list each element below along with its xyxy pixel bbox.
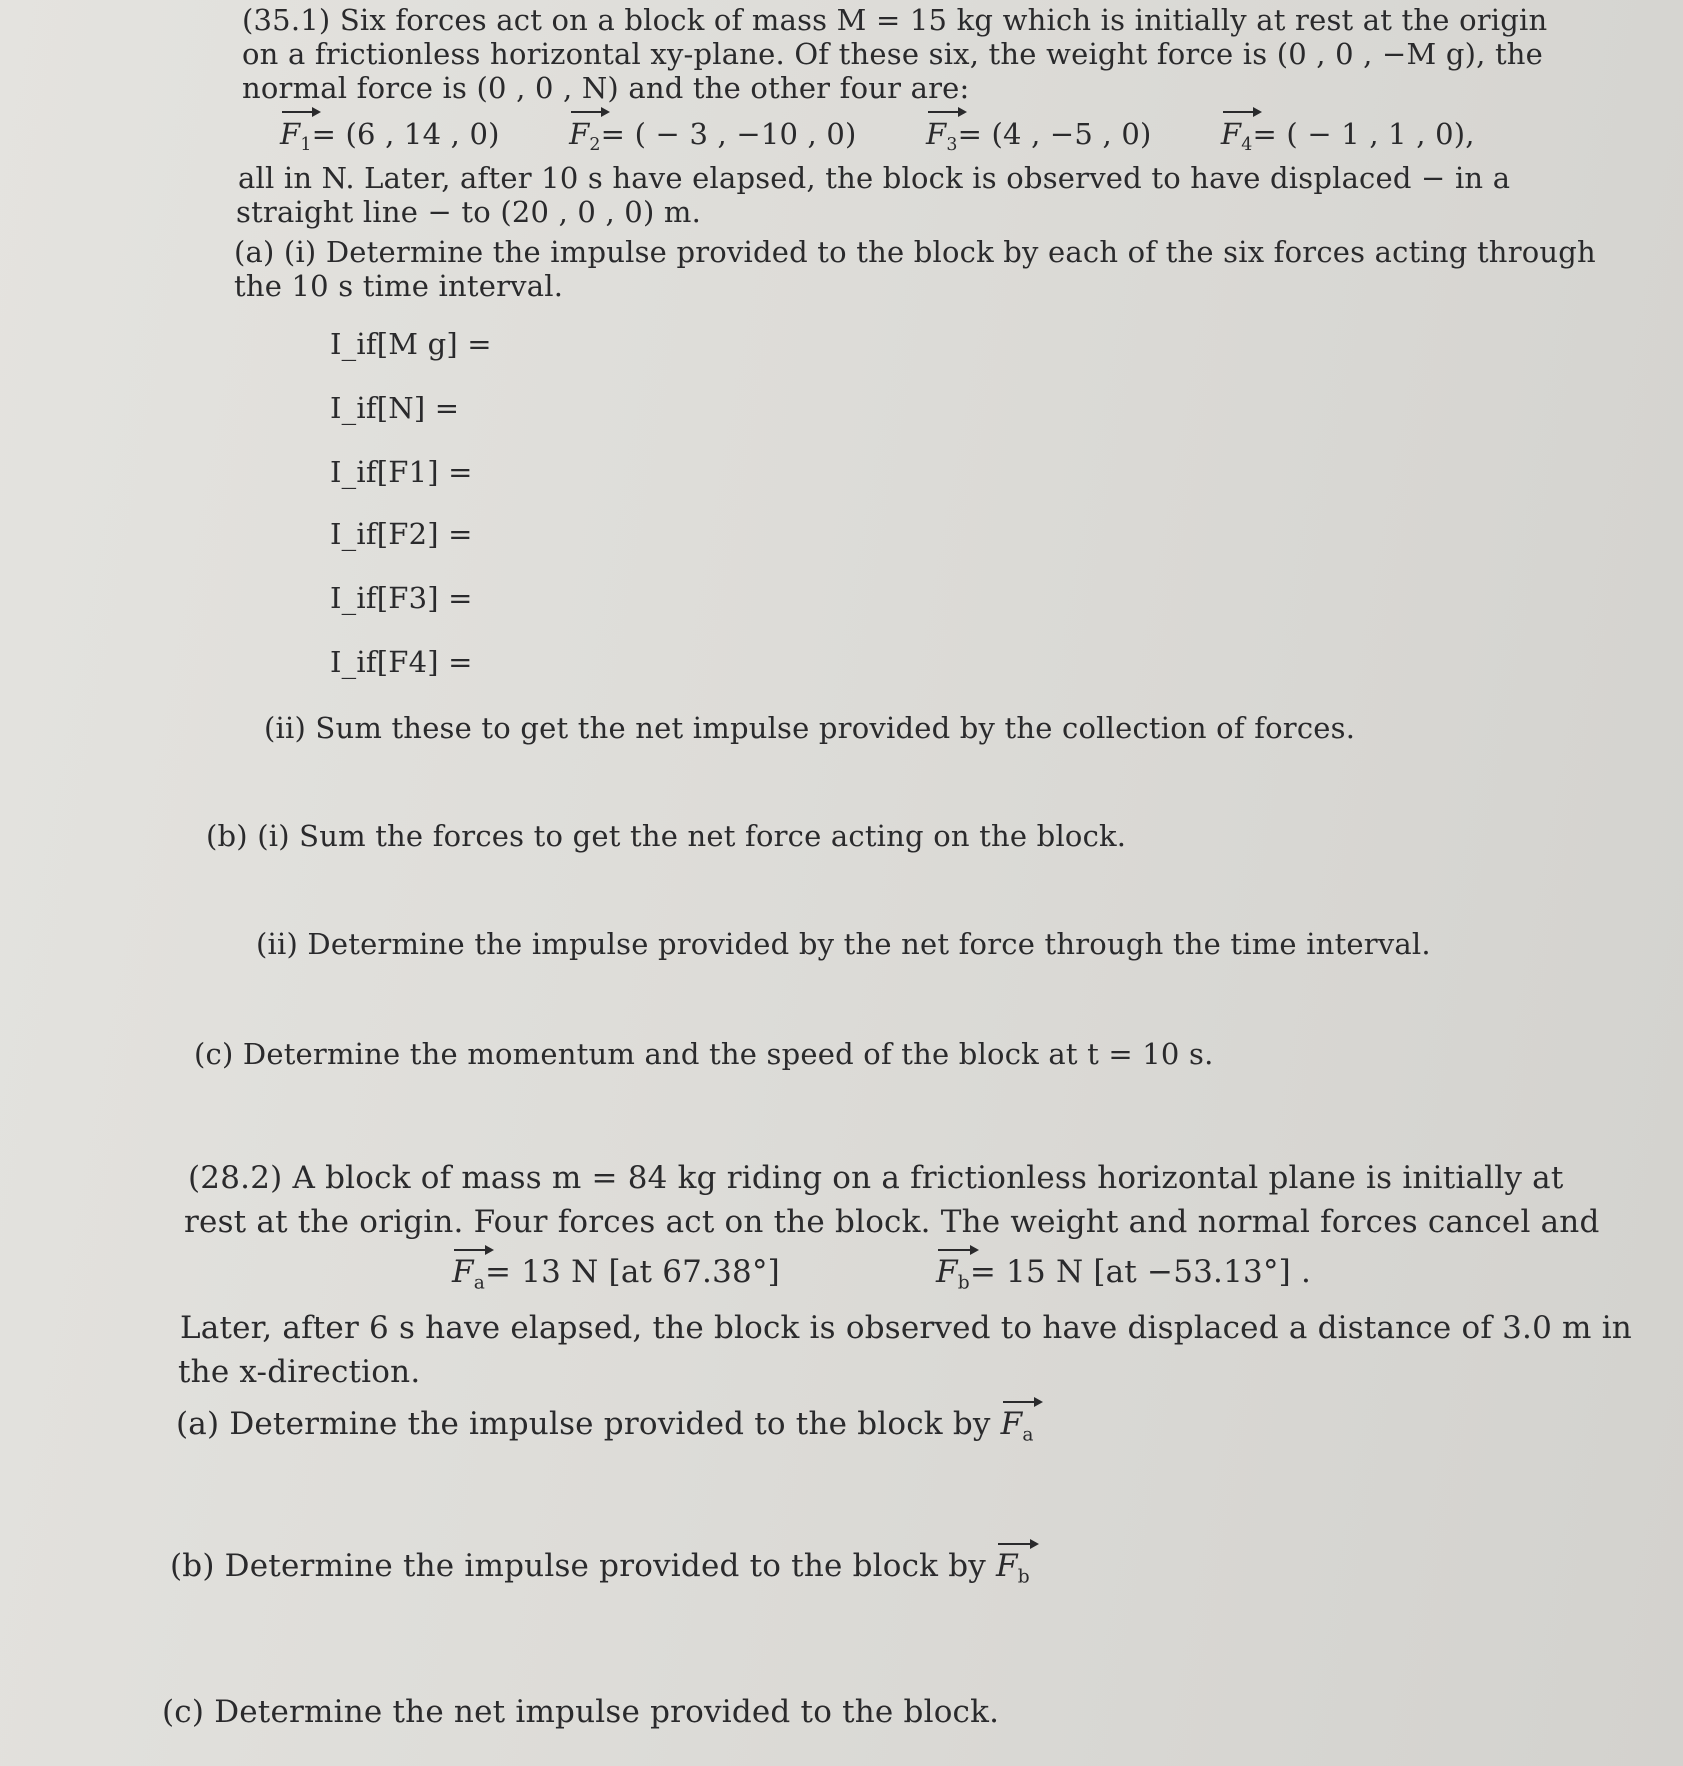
problem2-part-a	[176, 1406, 1034, 1454]
part-a-i-line1: (a) (i) Determine the impulse provided to the block by each of the six forces acting through	[234, 235, 1596, 269]
vector-fb-symbol: $F_b$	[936, 1254, 970, 1302]
force-f1-value: = (6 , 14 , 0)	[311, 117, 500, 151]
force-b-line	[936, 1254, 1311, 1302]
problem1-line1: (35.1) Six forces act on a block of mass M = 15 kg which is initially at rest at the origin	[242, 3, 1548, 37]
vector-f3-symbol: $F_3$	[926, 116, 958, 163]
part-a-i-line2: the 10 s time interval.	[234, 269, 564, 303]
problem2-line1: (28.2) A block of mass m = 84 kg riding on a frictionless horizontal plane is initially at	[188, 1160, 1564, 1196]
force-b-value: = 15 N [at −53.13°] .	[969, 1254, 1312, 1290]
impulse-f3: I_if[F3] =	[330, 581, 473, 615]
force-a-value: = 13 N [at 67.38°]	[485, 1254, 780, 1290]
force-f3-value: = (4 , −5 , 0)	[957, 117, 1152, 151]
vector-fa-symbol-2: $F_a$	[1001, 1406, 1034, 1454]
impulse-f4: I_if[F4] =	[330, 645, 473, 679]
force-a-line	[452, 1254, 780, 1302]
impulse-normal: I_if[N] =	[330, 391, 460, 425]
part-c: (c) Determine the momentum and the speed of the block at t = 10 s.	[194, 1037, 1214, 1071]
impulse-f1: I_if[F1] =	[330, 455, 473, 489]
part-b-ii: (ii) Determine the impulse provided by the net force through the time interval.	[256, 927, 1431, 961]
forces-list	[280, 116, 1475, 163]
problem2-part-b	[170, 1548, 1030, 1596]
vector-f2-symbol: $F_2$	[569, 116, 601, 163]
problem2-part-c: (c) Determine the net impulse provided to the block.	[162, 1694, 1000, 1730]
impulse-f2: I_if[F2] =	[330, 517, 473, 551]
problem1-line3: normal force is (0 , 0 , N) and the other four are:	[242, 71, 970, 105]
problem2-part-a-text: (a) Determine the impulse provided to the block by	[176, 1406, 991, 1442]
problem1-line2: on a frictionless horizontal xy-plane. Of these six, the weight force is (0 , 0 , −M g), the	[242, 37, 1544, 71]
problem2-line4: Later, after 6 s have elapsed, the block is observed to have displaced a distance of 3.0 m in	[180, 1310, 1632, 1346]
impulse-weight: I_if[M g] =	[330, 327, 492, 361]
vector-fb-symbol-2: $F_b$	[996, 1548, 1030, 1596]
part-a-ii: (ii) Sum these to get the net impulse provided by the collection of forces.	[264, 711, 1356, 745]
vector-f1-symbol: $F_1$	[280, 116, 312, 163]
force-f2-value: = ( − 3 , −10 , 0)	[600, 117, 857, 151]
vector-f4-symbol: $F_4$	[1221, 116, 1253, 163]
force-f4-value: = ( − 1 , 1 , 0),	[1252, 117, 1475, 151]
vector-fa-symbol: $F_a$	[452, 1254, 485, 1302]
problem2-part-b-text: (b) Determine the impulse provided to the block by	[170, 1548, 986, 1584]
problem1-line6: straight line − to (20 , 0 , 0) m.	[236, 195, 702, 229]
problem1-line5: all in N. Later, after 10 s have elapsed, the block is observed to have displaced − in a	[238, 161, 1511, 195]
part-b-i: (b) (i) Sum the forces to get the net force acting on the block.	[206, 819, 1127, 853]
problem2-line5: the x-direction.	[178, 1354, 421, 1390]
problem2-line2: rest at the origin. Four forces act on the block. The weight and normal forces cancel and	[184, 1204, 1600, 1240]
